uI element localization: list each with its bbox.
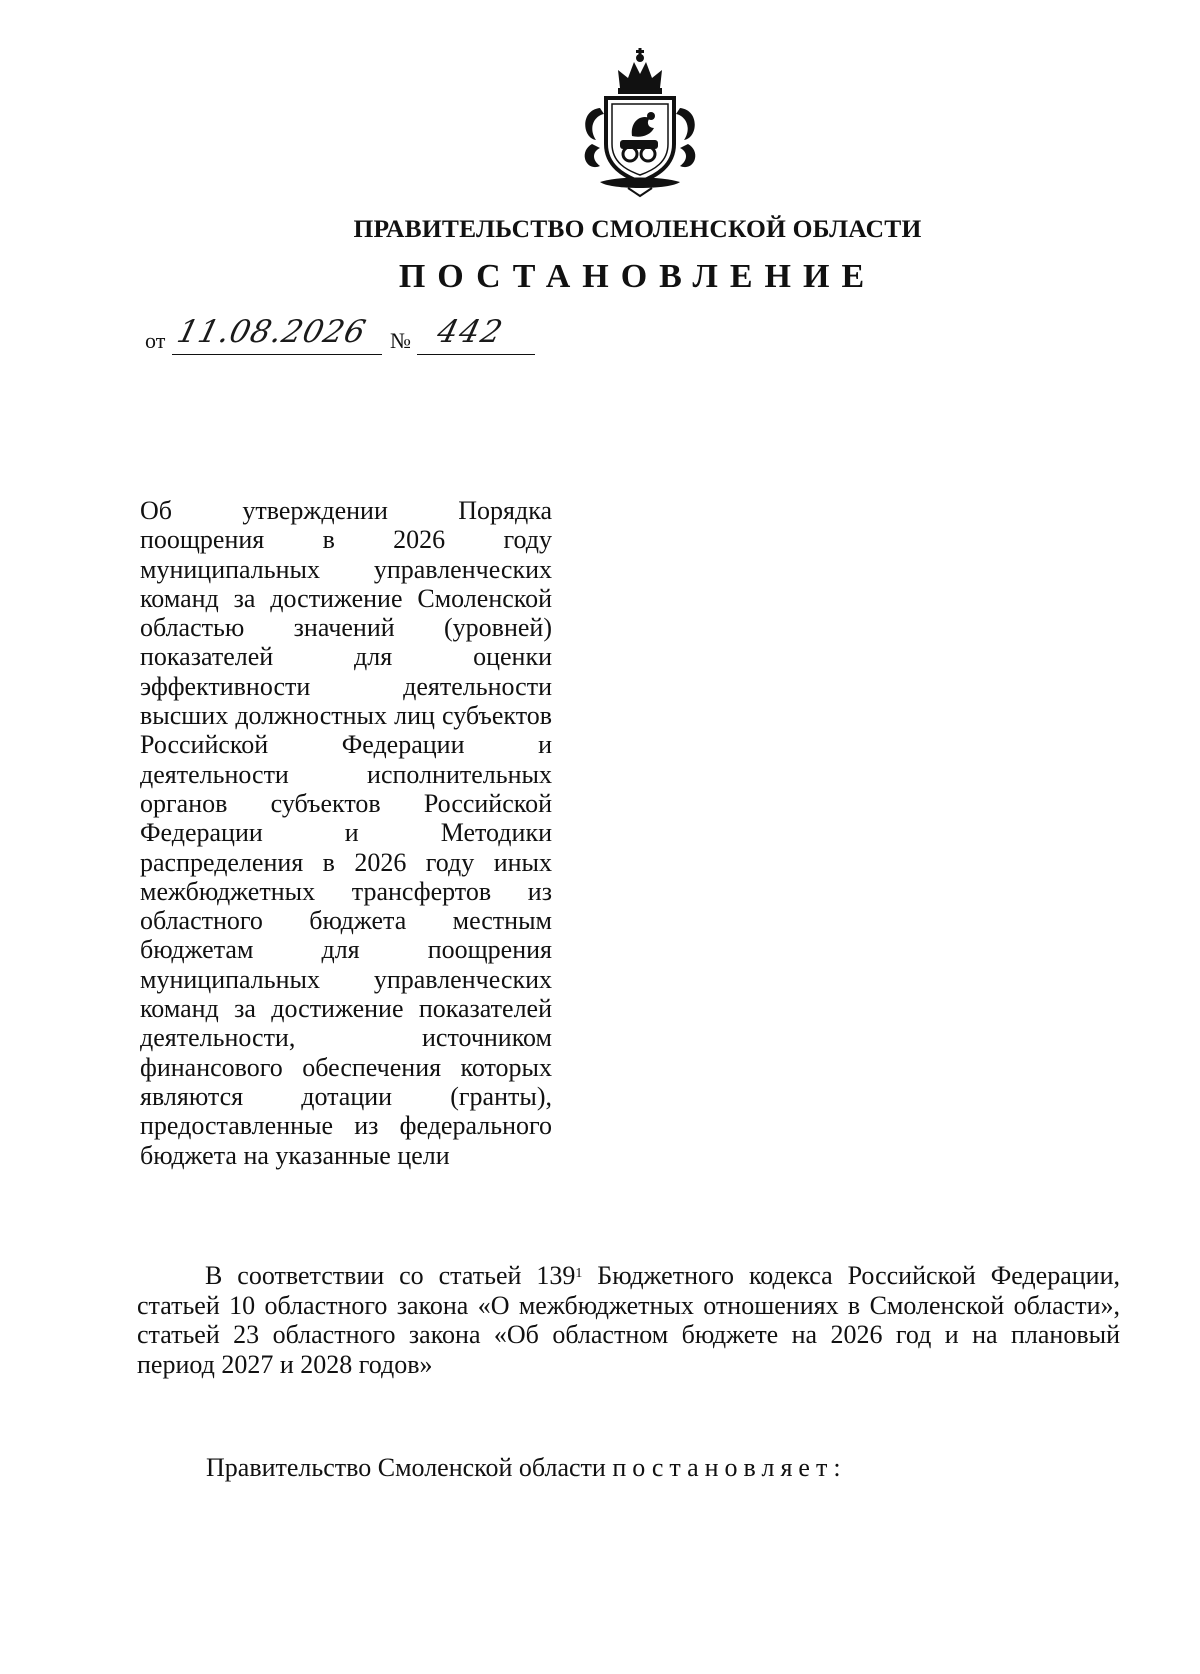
issuing-authority: ПРАВИТЕЛЬСТВО СМОЛЕНСКОЙ ОБЛАСТИ — [353, 214, 922, 243]
date-underline — [172, 354, 382, 355]
decree-verb: постановляет: — [612, 1453, 847, 1482]
preamble-paragraph — [137, 1261, 1120, 1379]
handwritten-date: 11.08.2026 — [173, 314, 370, 350]
preamble-text-start: В соответствии со статьей 139 — [205, 1261, 576, 1290]
document-type-heading: ПОСТАНОВЛЕНИЕ — [398, 258, 877, 295]
coat-of-arms-icon — [570, 48, 710, 198]
date-label: от — [145, 328, 166, 353]
document-title — [140, 496, 552, 1170]
decree-line — [206, 1453, 847, 1483]
number-label: № — [390, 328, 411, 353]
article-superscript: 1 — [575, 1266, 583, 1281]
preamble — [137, 1261, 1120, 1379]
document-title-text: Об утверждении Порядка поощрения в 2026 году муниципальных управленческих команд за достижение Смоленской областью значений (уровней) показателей для оценки эффективности деятельности высших должностных лиц субъектов Российской Федерации и деятельности исполнительных органов субъектов Российской Федерации и Методики распределения в 2026 году иных межбюджетных трансфертов из областного бюджета местным бюджетам для поощрения муниципальных управленческих команд за достижение показателей деятельности, источником финансового обеспечения которых являются дотации (гранты), предоставленные из федерального бюджета на указанные цели — [140, 496, 552, 1170]
preamble-text-end: Бюджетного кодекса Российской Федерации, статьей 10 областного закона «О межбюджетных отношениях в Смоленской области», статьей 23 областного закона «Об областном бюджете на 2026 год и на плановый период 2027 и 2028 годов» — [137, 1261, 1120, 1379]
handwritten-number: 442 — [433, 314, 508, 350]
registration-line — [145, 316, 545, 356]
number-underline — [417, 354, 535, 355]
decree-subject: Правительство Смоленской области — [206, 1453, 613, 1482]
